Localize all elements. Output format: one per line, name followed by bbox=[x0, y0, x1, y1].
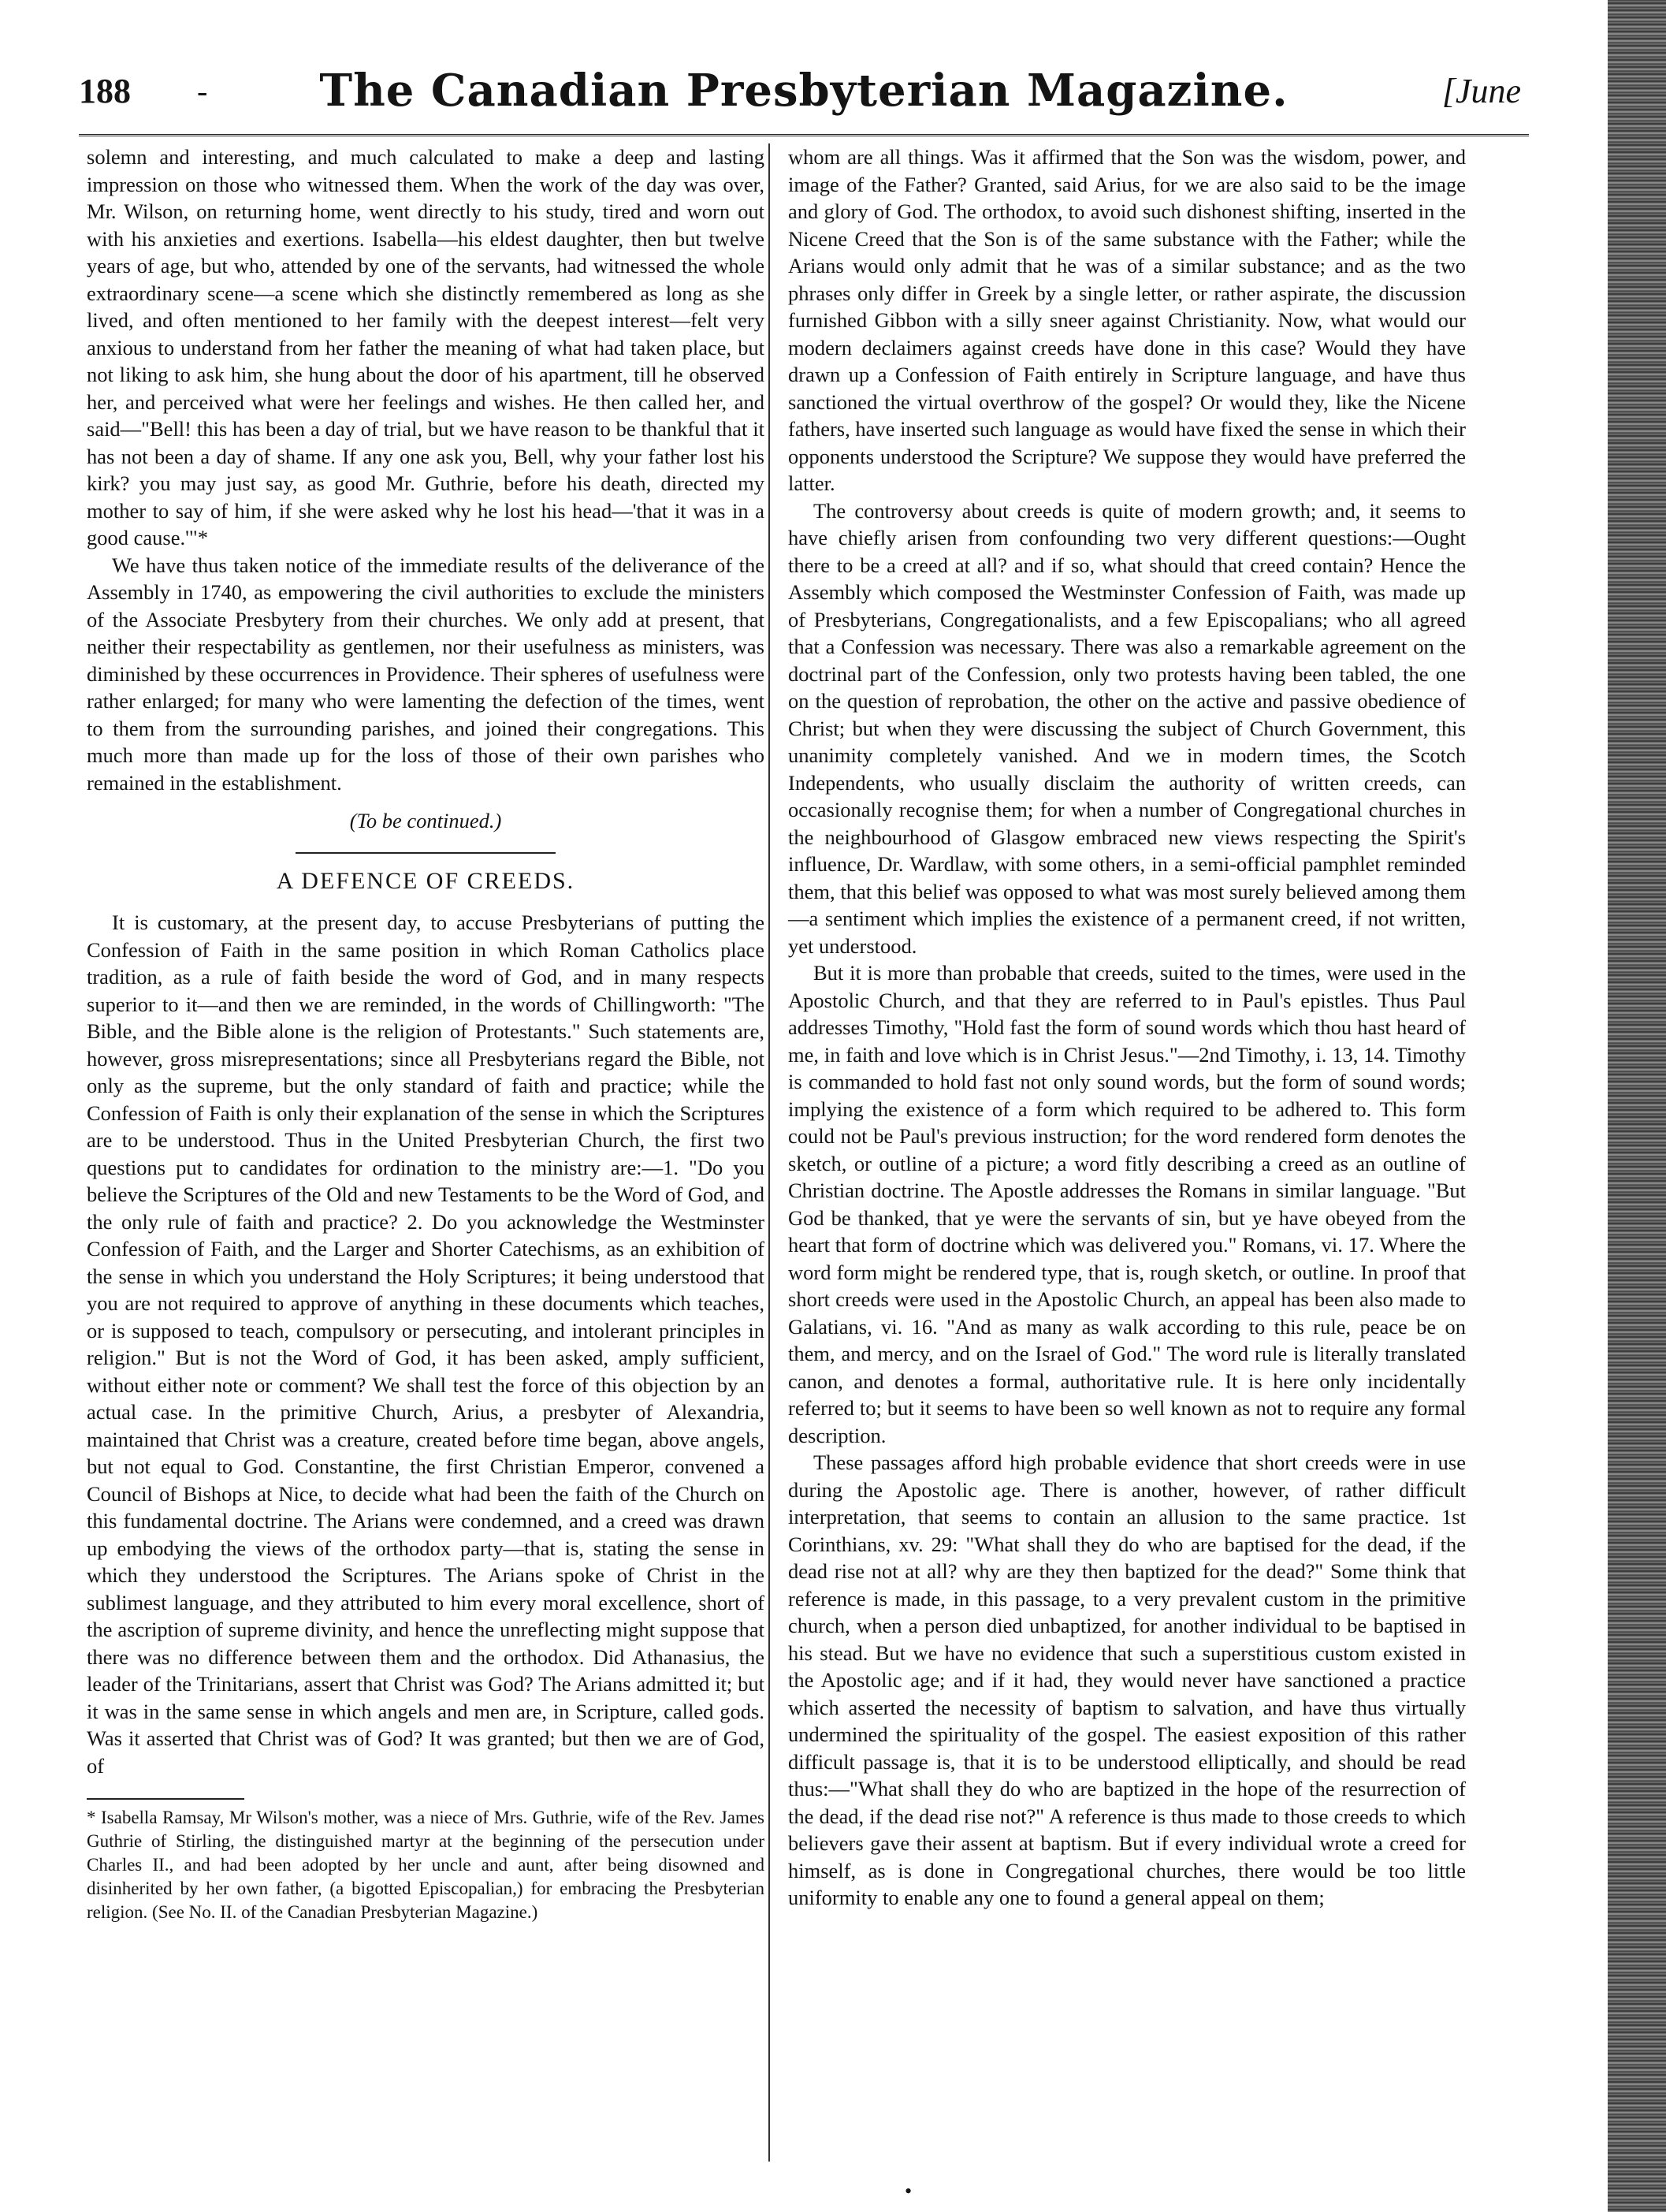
running-header bbox=[79, 65, 1529, 126]
to-be-continued: (To be continued.) bbox=[349, 809, 502, 832]
bottom-mark: • bbox=[905, 2180, 913, 2203]
paragraph: The controversy about creeds is quite of modern growth; and, it seems to have chiefly arisen from confounding two very different questions:—Ought there to be a creed at all? and if so, what should that creed contain? Hence the Assembly which composed the Westminster Confession of Faith, was made up of Presbyterians, Congregationalists, and a few Episcopalians; who all agreed that a Confession was necessary. There was also a remarkable agreement on the doctrinal part of the Confession, only two protests having been tabled, the one on the question of reprobation, the other on the active and passive obedience of Christ; but when they were discussing the subject of Church Government, this unanimity completely vanished. And we in modern times, the Scotch Independents, who usually disclaim the authority of written creeds, can occasionally recognise them; for when a number of Congregational churches in the neighbourhood of Glasgow embraced new views respecting the Spirit's influence, Dr. Wardlaw, with some others, in a semi-official pamphlet reminded them, that this belief was opposed to what was most surely believed among them—a sentiment which implies the existence of a permanent creed, if not written, yet understood. bbox=[788, 498, 1466, 958]
page-number: 188 bbox=[79, 72, 131, 110]
paragraph: It is customary, at the present day, to accuse Presbyterians of putting the Confession of Faith in the same position in which Roman Catholics place tradition, as a rule of faith beside the word of God, and in many respects superior to it—and then we are reminded, in the words of Chillingworth: "The Bible, and the Bible alone is the religion of Protestants." Such statements are, however, gross misrepresentations; since all Presbyterians regard the Bible, not only as the supreme, but the only standard of faith and practice; while the Confession of Faith is only their explanation of the sense in which the Scriptures are to be understood. Thus in the United Presbyterian Church, the first two questions put to candidates for ordination to the ministry are:—1. "Do you believe the Scriptures of the Old and new Testaments to be the Word of God, and the only rule of faith and practice? 2. Do you acknowledge the Westminster Confession of Faith, and the Larger and Shorter Catechisms, as an exhibition of the sense in which you understand the Holy Scriptures; it being understood that you are not required to approve of anything in these documents which teaches, or is supposed to teach, compulsory or persecuting, and intolerant principles in religion." But is not the Word of God, it has been asked, amply sufficient, without either note or comment? We shall test the force of this objection by an actual case. In the primitive Church, Arius, a presbyter of Alexandria, maintained that Christ was a creature, created before time began, above angels, but not equal to God. Constantine, the first Christian Emperor, convened a Council of Bishops at Nice, to decide what had been the faith of the Church on this fundamental doctrine. The Arians were condemned, and a creed was drawn up embodying the views of the orthodox party—that is, stating the sense in which they understood the Scriptures. The Arians spoke of Christ in the sublimest language, and they attributed to him every moral excellence, short of the ascription of supreme divinity, and hence the unreflecting might suppose that there was no difference between them and the orthodox. Did Athanasius, the leader of the Trinitarians, assert that Christ was God? The Arians admitted it; but it was in the same sense in which angels and men are, in Scripture, called gods. Was it asserted that Christ was of God? It was granted; but then we are of God, of bbox=[87, 910, 764, 1778]
footnote: * Isabella Ramsay, Mr Wilson's mother, was a niece of Mrs. Guthrie, wife of the Rev. James Guthrie of Stirling, the distinguished martyr at the beginning of the persecution under Charles II., and had been adopted by her uncle and aunt, after being disowned and disinherited by her own father, (a bigotted Episcopalian,) for embracing the Presbyterian religion. (See No. II. of the Canadian Presbyterian Magazine.) bbox=[87, 1808, 764, 1922]
journal-title: The Canadian Presbyterian Magazine. bbox=[319, 65, 1289, 117]
section-heading: A DEFENCE OF CREEDS. bbox=[276, 867, 575, 894]
paragraph: whom are all things. Was it affirmed that the Son was the wisdom, power, and image of the Father? Granted, said Arius, for we are also said to be the image and glory of God. The orthodox, to avoid such dishonest shifting, inserted in the Nicene Creed that the Son is of the same substance with the Father; while the Arians would only admit that he was of a similar substance; and as the two phrases only differ in Greek by a single letter, or rather aspirate, the discussion furnished Gibbon with a silly sneer against Christianity. Now, what would our modern declaimers against creeds have done in this case? Would they have drawn up a Confession of Faith entirely in Scripture language, and have thus sanctioned the virtual overthrow of the gospel? Or would they, like the Nicene fathers, have inserted such language as would have fixed the sense in which their opponents understood the Scripture? We suppose they would have preferred the latter. bbox=[788, 145, 1466, 495]
column-divider bbox=[768, 143, 770, 2162]
paragraph: These passages afford high probable evidence that short creeds were in use during the Apostolic age. There is another, however, of rather difficult interpretation, that seems to contain an allusion to the same practice. 1st Corinthians, xv. 29: "What shall they do who are baptised for the dead, if the dead rise not at all? why are they then baptized for the dead?" Some think that reference is made, in this passage, to a very prevalent custom in the primitive church, when a person died unbaptized, for another individual to be baptised in his stead. But we have no evidence that such a superstitious custom existed in the Apostolic age; and if it had, they would never have sanctioned a practice which asserted the necessity of baptism to salvation, and have thus virtually undermined the spirituality of the gospel. The easiest exposition of this rather difficult passage is, that it is to be understood elliptically, and should be read thus:—"What shall they do who are baptized in the hope of the resurrection of the dead, if the dead rise not?" A reference is thus made to those creeds to which believers gave their assent at baptism. But if every individual wrote a creed for himself, as is done in Congregational churches, there would be too little uniformity to enable any one to found a general appeal on them; bbox=[788, 1450, 1466, 1909]
issue-month: [June bbox=[1441, 72, 1521, 110]
header-rule bbox=[79, 134, 1529, 136]
left-column bbox=[87, 143, 764, 1924]
section-rule bbox=[296, 852, 556, 854]
right-column bbox=[788, 143, 1466, 1912]
footnote-rule bbox=[87, 1798, 244, 1800]
header-dash: - bbox=[197, 73, 208, 109]
page-edge-binding bbox=[1608, 0, 1666, 2212]
paragraph: We have thus taken notice of the immediate results of the deliverance of the Assembly in 1740, as empowering the civil authorities to exclude the ministers of the Associate Presbytery from their churches. We only add at present, that neither their respectability as gentlemen, nor their usefulness as ministers, was diminished by these occurrences in Providence. Their spheres of usefulness were rather enlarged; for many who were lamenting the defection of the times, went to them from the surrounding parishes, and joined their congregations. This much more than made up for the loss of those of their own parishes who remained in the establishment. bbox=[87, 553, 764, 795]
paragraph: solemn and interesting, and much calculated to make a deep and lasting impression on those who witnessed them. When the work of the day was over, Mr. Wilson, on returning home, went directly to his study, tired and worn out with his anxieties and exertions. Isabella—his eldest daughter, then but twelve years of age, but who, attended by one of the servants, had witnessed the whole extraordinary scene—a scene which she distinctly remembered as long as she lived, and often mentioned to her family with the deepest interest—felt very anxious to understand from her father the meaning of what had taken place, but not liking to ask him, she hung about the door of his apartment, till he observed her, and perceived what were her feelings and wishes. He then called her, and said—"Bell! this has been a day of trial, but we have reason to be thankful that it has not been a day of shame. If any one ask you, Bell, why your father lost his kirk? you may just say, as good Mr. Guthrie, before his death, directed my mother to say of him, if she were asked why he lost his head—'that it was in a good cause.'"* bbox=[87, 145, 764, 549]
paragraph: But it is more than probable that creeds, suited to the times, were used in the Apostolic Church, and that they are referred to in Paul's epistles. Thus Paul addresses Timothy, "Hold fast the form of sound words which thou hast heard of me, in faith and love which is in Christ Jesus."—2nd Timothy, i. 13, 14. Timothy is commanded to hold fast not only sound words, but the form of sound words; implying the existence of a form which required to be adhered to. This form could not be Paul's previous instruction; for the word rendered form denotes the sketch, or outline of a picture; a word fitly describing a creed as an outline of Christian doctrine. The Apostle addresses the Romans in similar language. "But God be thanked, that ye were the servants of sin, but ye have obeyed from the heart that form of doctrine which was delivered you." Romans, vi. 17. Where the word form might be rendered type, that is, rough sketch, or outline. In proof that short creeds were used in the Apostolic Church, an appeal has been also made to Galatians, vi. 16. "And as many as walk according to this rule, peace be on them, and mercy, and on the Israel of God." The word rule is literally translated canon, and denotes a formal, authoritative rule. It is here only incidentally referred to; but it seems to have been so well known as not to require any formal description. bbox=[788, 961, 1466, 1447]
